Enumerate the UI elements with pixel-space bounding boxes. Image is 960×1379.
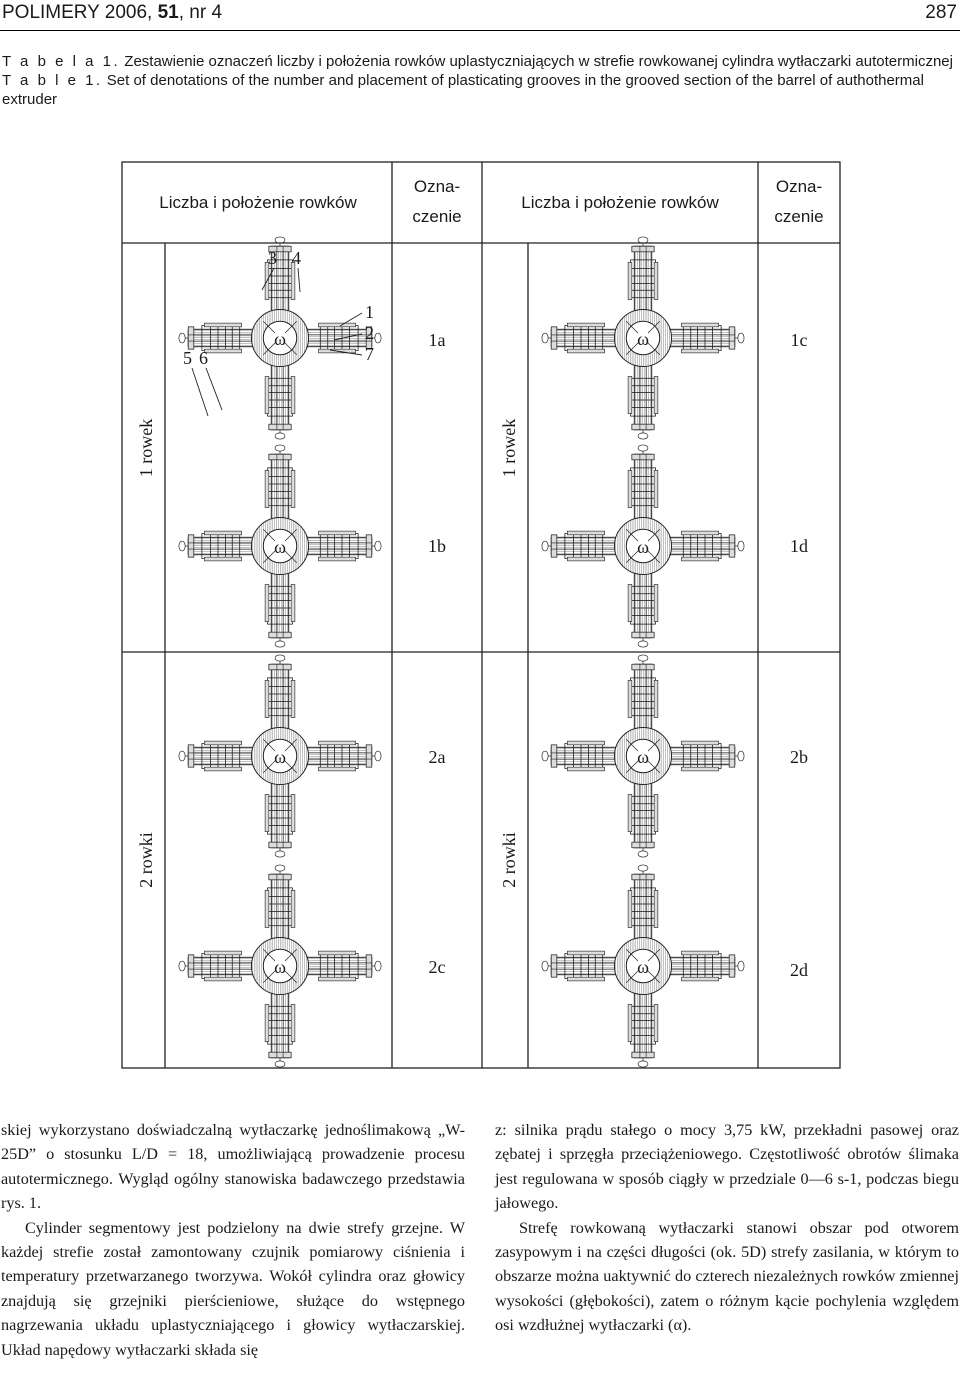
omega-symbol-1c: ω [637,329,649,349]
code-1c: 1c [790,330,808,350]
part-number-7: 7 [365,344,374,364]
paragraph: Strefę rowkowaną wytłaczarki stanowi obszar pod otworem zasypowym i na części długości (ok. 5D) strefy zasilania, w którym to obszarze można uaktywnić do czterech niezależnych rowków zmiennej wysokości (głębokości), zatem o różnym kącie pochylenia względem osi wzdłużnej wytłaczarki (α). [495,1218,959,1335]
code-2a: 2a [428,747,446,767]
code-1b: 1b [428,536,446,556]
part-number-5: 5 [183,348,192,368]
journal-suffix: , nr 4 [178,2,223,23]
paragraph: skiej wykorzystano doświadczalną wytłaczarkę jednoślimakową „W-25D” o stosunku L/D = 18, umożliwiającą prowadzenie procesu autotermicznego. Wygląd ogólny stanowiska badawczego przedstawia rys. 1. [1,1121,465,1213]
table-frame [122,162,840,1068]
header-rule [0,30,960,31]
code-2b: 2b [790,747,808,767]
row-label-2-left: 2 rowki [136,832,156,888]
paragraph: z: silnika prądu stałego o mocy 3,75 kW, przekładni pasowej oraz zębatej i sprzęgła przeciążeniowego. Częstotliwość obrotów ślimaka jest regulowana w sposób ciągły w przedziale 0—6 s-1, podczas biegu jałowego. [495,1121,959,1213]
header-code-left-line2: czenie [412,207,462,226]
header-code-right-line1: Ozna- [775,177,823,196]
caption-polish-text: Zestawienie oznaczeń liczby i położenia rowków uplastyczniających w strefie rowkowanej cylindra wytłaczarki autotermicznej [124,53,953,70]
journal-prefix: POLIMERY 2006, [2,2,158,23]
journal-info [2,2,222,24]
caption-english-label: T a b l e 1. [2,72,103,89]
journal-volume: 51 [157,2,179,23]
omega-symbol-1a: ω [274,329,286,349]
part-number-6: 6 [199,348,208,368]
part-number-4: 4 [292,248,301,268]
omega-symbol-2d: ω [637,957,649,977]
omega-symbol-1d: ω [637,537,649,557]
part-number-3: 3 [268,248,277,268]
header-code-left-line1: Ozna- [413,177,461,196]
page-header [0,0,960,28]
text-column-right [495,1118,959,1338]
page-number: 287 [925,2,957,23]
code-1d: 1d [790,536,808,556]
caption-english [2,71,958,109]
row-label-1-left: 1 rowek [136,418,156,478]
table-captions [2,52,958,109]
row-label-1-right: 1 rowek [499,418,519,478]
omega-symbol-2c: ω [274,957,286,977]
header-code-right-line2: czenie [774,207,824,226]
paragraph: Cylinder segmentowy jest podzielony na dwie strefy grzejne. W każdej strefie został zamontowany czujnik pomiarowy ciśnienia i temperatury przetwarzanego tworzywa. Wokół cylindra oraz głowicy znajdują się grzejniki pierścieniowe, służące do wstępnego nagrzewania układu uplastyczniającego i głowicy wytłaczarskiej. Układ napędowy wytłaczarki składa się [1,1218,465,1359]
part-number-1: 1 [365,302,374,322]
omega-symbol-2a: ω [274,747,286,767]
article-body [0,1118,960,1379]
omega-symbol-1b: ω [274,537,286,557]
code-1a: 1a [428,330,446,350]
text-column-left [1,1118,465,1362]
code-2d: 2d [790,960,808,980]
omega-symbol-2b: ω [637,747,649,767]
caption-english-text: Set of denotations of the number and placement of plasticating grooves in the grooved section of the barrel of authothermal extruder [2,72,924,108]
caption-polish-label: T a b e l a 1. [2,53,121,70]
row-label-2-right: 2 rowki [499,832,519,888]
code-2c: 2c [428,957,446,977]
header-layout-right: Liczba i położenie rowków [521,193,719,212]
groove-table [0,160,960,1075]
part-number-2: 2 [365,323,374,343]
header-layout-left: Liczba i położenie rowków [159,193,357,212]
caption-polish [2,52,958,71]
